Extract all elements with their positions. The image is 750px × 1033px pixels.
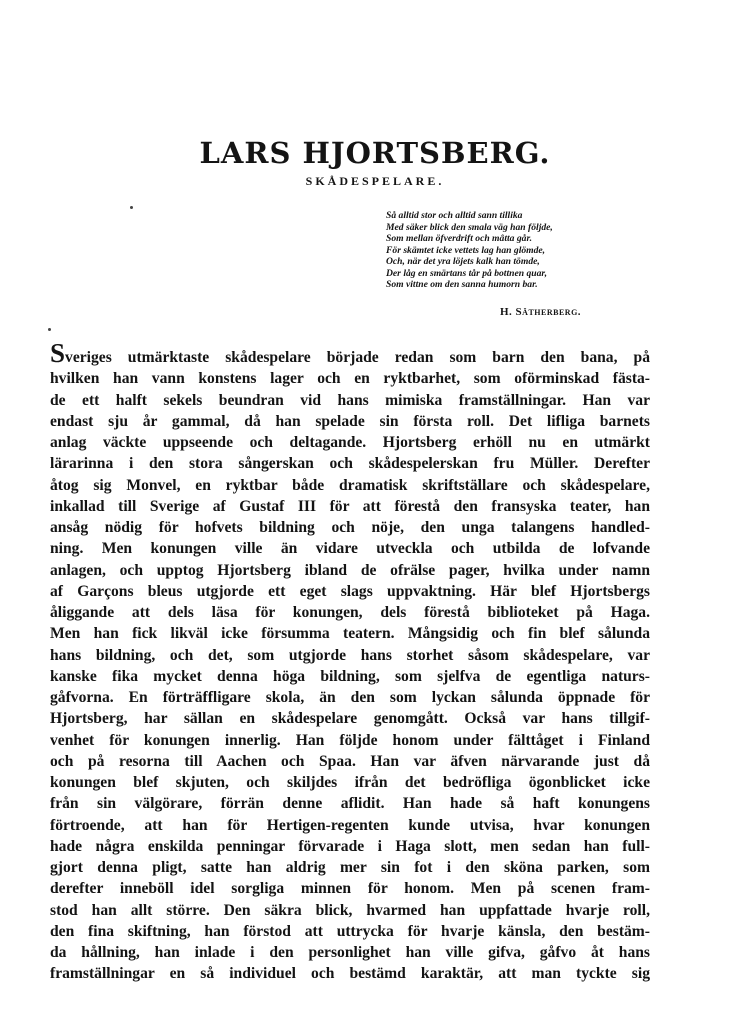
body-line: hans bildning, och det, som utgjorde hans storhet såsom skådespelare, var: [50, 646, 650, 664]
body-line: åliggande att dels läsa för konungen, dels förestå biblioteket på Haga.: [50, 604, 650, 621]
body-line: åtog sig Monvel, en ryktbar både dramatisk skriftställare och skådespelare,: [50, 476, 650, 494]
body-text: [50, 338, 650, 985]
body-line: den fina skiftning, han förstod att uttrycka för hvarje känsla, den bestäm-: [50, 922, 650, 940]
epigraph: [386, 210, 656, 291]
body-line: ansåg nödig för hofvets bildning och nöje, den unga talangens handled-: [50, 519, 650, 536]
epigraph-line: Och, när det yra löjets kalk han tömde,: [386, 256, 540, 267]
document-subtitle: SKÅDESPELARE.: [305, 174, 445, 188]
body-line: hvilken han vann konstens lager och en ryktbarhet, som oförminskad fästa-: [50, 370, 650, 388]
body-line: förtroende, att han för Hertigen-regenten kunde utvisa, hvar konungen: [50, 816, 650, 834]
epigraph-line: För skämtet icke vettets lag han glömde,: [386, 244, 546, 256]
body-line: hade några enskilda penningar förvarade i Haga slott, men sedan han full-: [50, 837, 650, 855]
body-line: da hållning, han inlade i den personlighet han ville gifva, gåfvo åt hans: [50, 944, 650, 961]
body-line: stod han allt större. Den säkra blick, hvarmed han uppfattade hvarje roll,: [50, 901, 650, 919]
epigraph-line: Så alltid stor och alltid sann tillika: [386, 210, 523, 221]
body-line: inkallad till Sverige af Gustaf III för att förestå den fransyska teater, han: [50, 497, 650, 515]
body-line: lärarinna i den stora sångerskan och skådespelerskan fru Müller. Derefter: [50, 455, 650, 473]
epigraph-line: Som vittne om den sanna humorn bar.: [386, 279, 538, 290]
body-line: från sin välgörare, förrän denne aflidit. Han hade så haft konungens: [50, 795, 650, 813]
body-line: af Garçons bleus utgjorde ett eget slags uppvaktning. Här blef Hjortsbergs: [50, 582, 650, 600]
body-line: framställningar en så individuel och bestämd karaktär, att man tyckte sig: [50, 965, 650, 983]
body-line: kanske fika mycket denna höga bildning, som sjelfva de egentliga naturs-: [50, 667, 650, 685]
body-line: konungen blef skjuten, och skiljdes ifrån det bedröfliga ögonblicket icke: [50, 774, 650, 791]
body-line: de ett halft sekels beundran vid hans mimiska framställningar. Han var: [50, 391, 650, 409]
body-line: anlag väckte uppseende och deltagande. Hjortsberg erhöll nu en utmärkt: [50, 434, 650, 451]
epigraph-line: Med säker blick den smala väg han följde,: [386, 221, 553, 233]
epigraph-line: Som mellan öfverdrift och mâtta går.: [386, 233, 533, 244]
body-line: derefter inneböll idel sorgliga minnen för honom. Men på scenen fram-: [50, 880, 650, 898]
document-title: LARS HJORTSBERG.: [199, 136, 551, 170]
body-line: ning. Men konungen ville än vidare utveckla och utbilda de lofvande: [50, 540, 650, 558]
body-line: venhet för konungen innerlig. Han följde honom under fälttåget i Finland: [50, 731, 650, 749]
epigraph-attribution: H. Sätherberg.: [500, 306, 582, 318]
epigraph-line: Der låg en smärtans tår på bottnen quar,: [386, 267, 547, 279]
body-line: Hjortsberg, har sällan en skådespelare genomgått. Också var hans tillgif-: [50, 710, 650, 728]
body-line: endast sju år gammal, då han spelade sin första roll. Det lifliga barnets: [50, 412, 650, 430]
body-line: och på resorna till Aachen och Spaa. Han var äfven närvarande just då: [50, 752, 650, 770]
body-line-text: veriges utmärktaste skådespelare började redan som barn den bana, på: [65, 349, 650, 366]
body-line: gåfvorna. En förträffligare skola, än den som lyckan sålunda öppnade för: [50, 689, 650, 706]
drop-cap: S: [50, 338, 66, 368]
speck-mark: [48, 328, 51, 331]
body-line: anlagen, och upptog Hjortsberg ibland de ofrälse pager, hvilka under namn: [50, 561, 650, 579]
body-line: [50, 338, 650, 368]
body-line: Men han fick likväl icke försumma teatern. Mångsidig och fin blef sålunda: [50, 625, 650, 643]
speck-mark: [130, 206, 133, 209]
body-line: gjort denna pligt, satte han aldrig mer sin fot i den sköna parken, som: [50, 859, 650, 876]
